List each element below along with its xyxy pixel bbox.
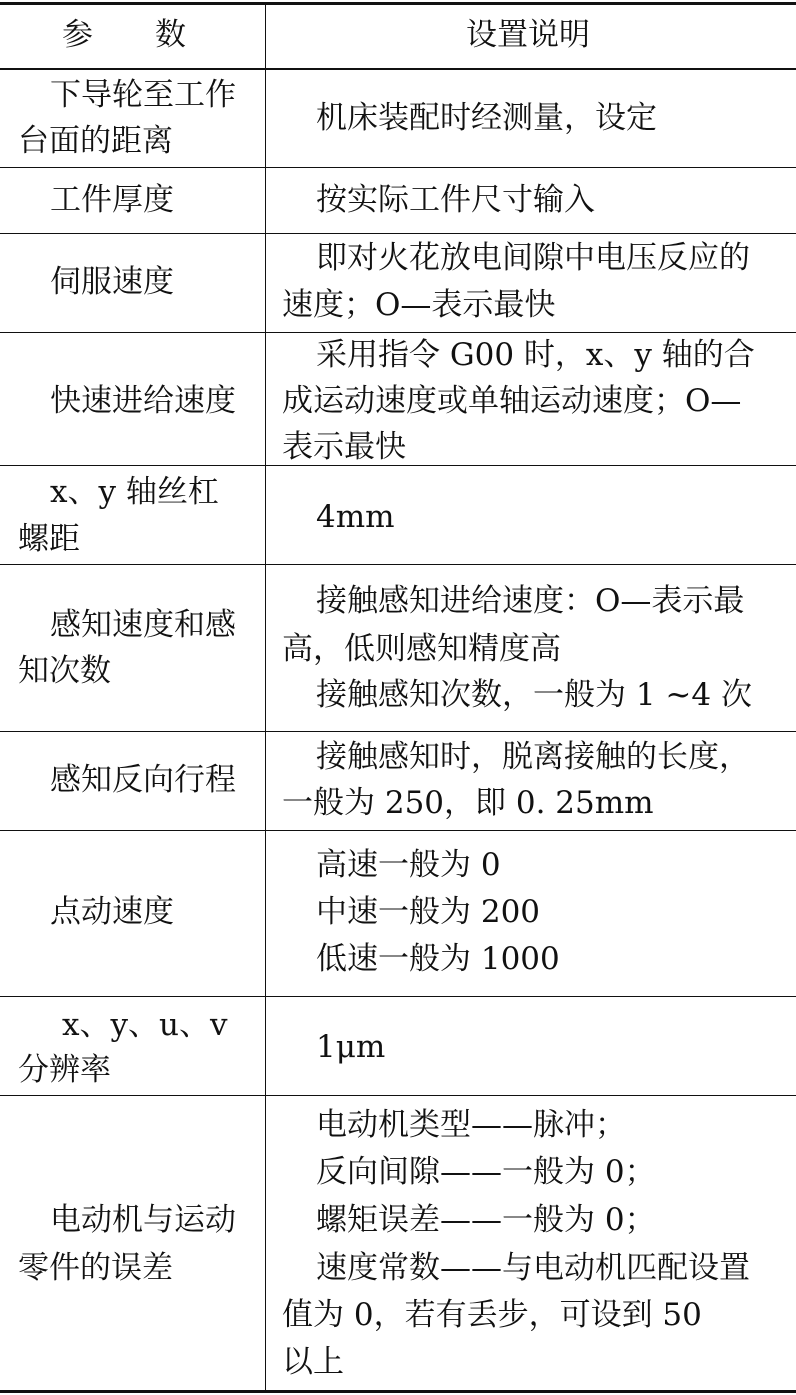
desc-text: 按实际工件尺寸输入 bbox=[316, 182, 595, 218]
row-rule bbox=[0, 996, 796, 997]
param-text: 快速进给速度 bbox=[50, 383, 236, 419]
param-text: 分辨率 bbox=[18, 1052, 111, 1088]
row-rule bbox=[0, 332, 796, 333]
desc-text: 低速一般为 1000 bbox=[316, 941, 560, 977]
param-text: 电动机与运动 bbox=[50, 1202, 236, 1238]
desc-text: 速度；O—表示最快 bbox=[282, 287, 556, 323]
header-param-label: 参 数 bbox=[62, 17, 186, 53]
desc-text: 螺矩误差——一般为 0； bbox=[316, 1202, 656, 1238]
param-text: 感知反向行程 bbox=[50, 762, 236, 798]
desc-text: 接触感知进给速度：O—表示最 bbox=[316, 583, 745, 619]
param-text: 工件厚度 bbox=[50, 182, 174, 218]
desc-text: 高速一般为 0 bbox=[316, 847, 501, 883]
desc-text: 即对火花放电间隙中电压反应的 bbox=[316, 240, 750, 276]
param-text: 点动速度 bbox=[50, 894, 174, 930]
desc-text: 4mm bbox=[316, 499, 395, 535]
desc-text: 接触感知次数，一般为 1 ~4 次 bbox=[316, 677, 752, 713]
row-rule bbox=[0, 233, 796, 234]
desc-text: 以上 bbox=[282, 1344, 344, 1380]
row-rule bbox=[0, 465, 796, 466]
desc-text: 一般为 250，即 0. 25mm bbox=[282, 785, 654, 821]
param-text: 伺服速度 bbox=[50, 264, 174, 300]
desc-text: 表示最快 bbox=[282, 429, 406, 465]
row-rule bbox=[0, 830, 796, 831]
desc-text: 高，低则感知精度高 bbox=[282, 631, 561, 667]
desc-text: 接触感知时，脱离接触的长度， bbox=[316, 739, 750, 775]
row-rule bbox=[0, 1095, 796, 1096]
bottom-rule bbox=[0, 1390, 796, 1393]
param-text: 台面的距离 bbox=[18, 123, 173, 159]
desc-text: 速度常数——与电动机匹配设置 bbox=[316, 1250, 750, 1286]
param-text: 知次数 bbox=[18, 653, 111, 689]
row-rule bbox=[0, 167, 796, 168]
desc-text: 1μm bbox=[316, 1029, 386, 1065]
row-rule bbox=[0, 564, 796, 565]
desc-text: 中速一般为 200 bbox=[316, 894, 541, 930]
param-text: x、y 轴丝杠 bbox=[50, 474, 219, 510]
desc-text: 成运动速度或单轴运动速度；O— bbox=[282, 383, 742, 419]
desc-text: 机床装配时经测量，设定 bbox=[316, 100, 657, 136]
param-text: x、y、u、v bbox=[62, 1007, 228, 1043]
column-divider bbox=[265, 3, 266, 1392]
header-desc-label: 设置说明 bbox=[466, 17, 590, 53]
header-rule bbox=[0, 68, 796, 70]
desc-text: 值为 0，若有丢步，可设到 50 bbox=[282, 1297, 702, 1333]
param-text: 螺距 bbox=[18, 521, 80, 557]
top-rule bbox=[0, 2, 796, 5]
desc-text: 采用指令 G00 时，x、y 轴的合 bbox=[316, 337, 755, 373]
param-text: 下导轮至工作 bbox=[50, 77, 236, 113]
param-text: 感知速度和感 bbox=[50, 607, 236, 643]
row-rule bbox=[0, 731, 796, 732]
desc-text: 反向间隙——一般为 0； bbox=[316, 1154, 656, 1190]
param-text: 零件的误差 bbox=[18, 1250, 173, 1286]
desc-text: 电动机类型——脉冲； bbox=[316, 1107, 626, 1143]
